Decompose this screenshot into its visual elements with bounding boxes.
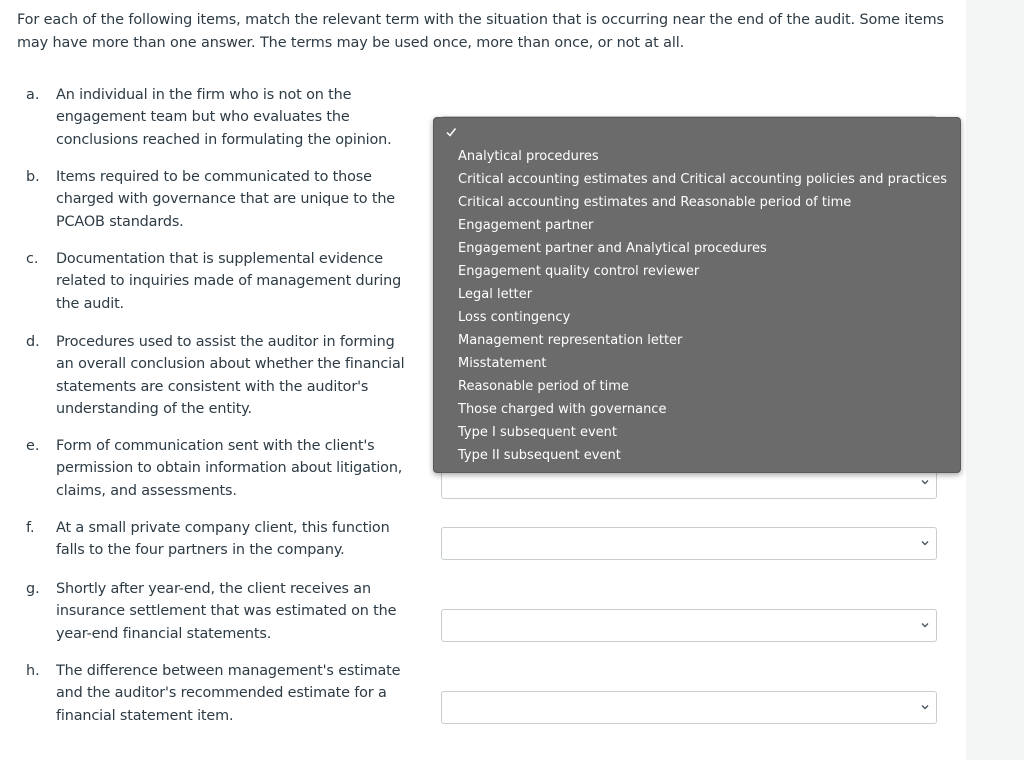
item-text: Shortly after year-end, the client receives an insurance settlement that was estimated on the year-end financial statements. — [56, 581, 397, 642]
item-text: Procedures used to assist the auditor in forming an overall conclusion about whether the financial statements are consistent with the auditor's understanding of the entity. — [56, 334, 405, 417]
dropdown-option[interactable]: Engagement quality control reviewer — [458, 264, 700, 279]
instructions-text: For each of the following items, match the relevant term with the situation that is occurring near the end of the audit. Some items may have more than one answer. The terms may be used once, more than once, or not at all. — [17, 12, 944, 51]
item-letter: e. — [26, 438, 40, 454]
dropdown-option[interactable]: Type I subsequent event — [458, 425, 617, 440]
dropdown-option[interactable]: Critical accounting estimates and Reasonable period of time — [458, 195, 852, 210]
dropdown-option[interactable]: Loss contingency — [458, 310, 571, 325]
dropdown-option[interactable]: Engagement partner — [458, 218, 594, 233]
dropdown-option[interactable]: Management representation letter — [458, 333, 683, 348]
item-text: An individual in the firm who is not on the engagement team but who evaluates the conclusions reached in formulating the opinion. — [56, 87, 392, 148]
chevron-down-icon — [919, 476, 931, 488]
chevron-down-icon — [919, 619, 931, 631]
item-text: At a small private company client, this function falls to the four partners in the company. — [56, 520, 390, 559]
dropdown-option[interactable]: Critical accounting estimates and Critical accounting policies and practices — [458, 172, 947, 187]
dropdown-option[interactable]: Type II subsequent event — [458, 448, 621, 463]
dropdown-option[interactable]: Engagement partner and Analytical procedures — [458, 241, 767, 256]
answer-select-h[interactable] — [441, 691, 937, 724]
dropdown-option[interactable]: Misstatement — [458, 356, 547, 371]
dropdown-option[interactable]: Legal letter — [458, 287, 533, 302]
item-text: Items required to be communicated to those charged with governance that are unique to the PCAOB standards. — [56, 169, 395, 230]
item-letter: f. — [26, 520, 35, 536]
chevron-down-icon — [919, 701, 931, 713]
checkmark-icon — [445, 126, 457, 138]
item-text: The difference between management's estimate and the auditor's recommended estimate for a financial statement item. — [56, 663, 401, 724]
item-text: Form of communication sent with the client's permission to obtain information about litigation, claims, and assessments. — [56, 438, 403, 499]
item-letter: h. — [26, 663, 40, 679]
chevron-down-icon — [919, 537, 931, 549]
item-letter: a. — [26, 87, 40, 103]
dropdown-option[interactable]: Reasonable period of time — [458, 379, 629, 394]
answer-dropdown-menu — [433, 117, 961, 473]
item-letter: g. — [26, 581, 40, 597]
item-letter: b. — [26, 169, 40, 185]
item-text: Documentation that is supplemental evidence related to inquiries made of management during the audit. — [56, 251, 402, 312]
dropdown-option[interactable]: Those charged with governance — [458, 402, 667, 417]
answer-select-g[interactable] — [441, 609, 937, 642]
dropdown-option[interactable]: Analytical procedures — [458, 149, 599, 164]
answer-select-f[interactable] — [441, 527, 937, 560]
item-letter: c. — [26, 251, 39, 267]
item-letter: d. — [26, 334, 40, 350]
